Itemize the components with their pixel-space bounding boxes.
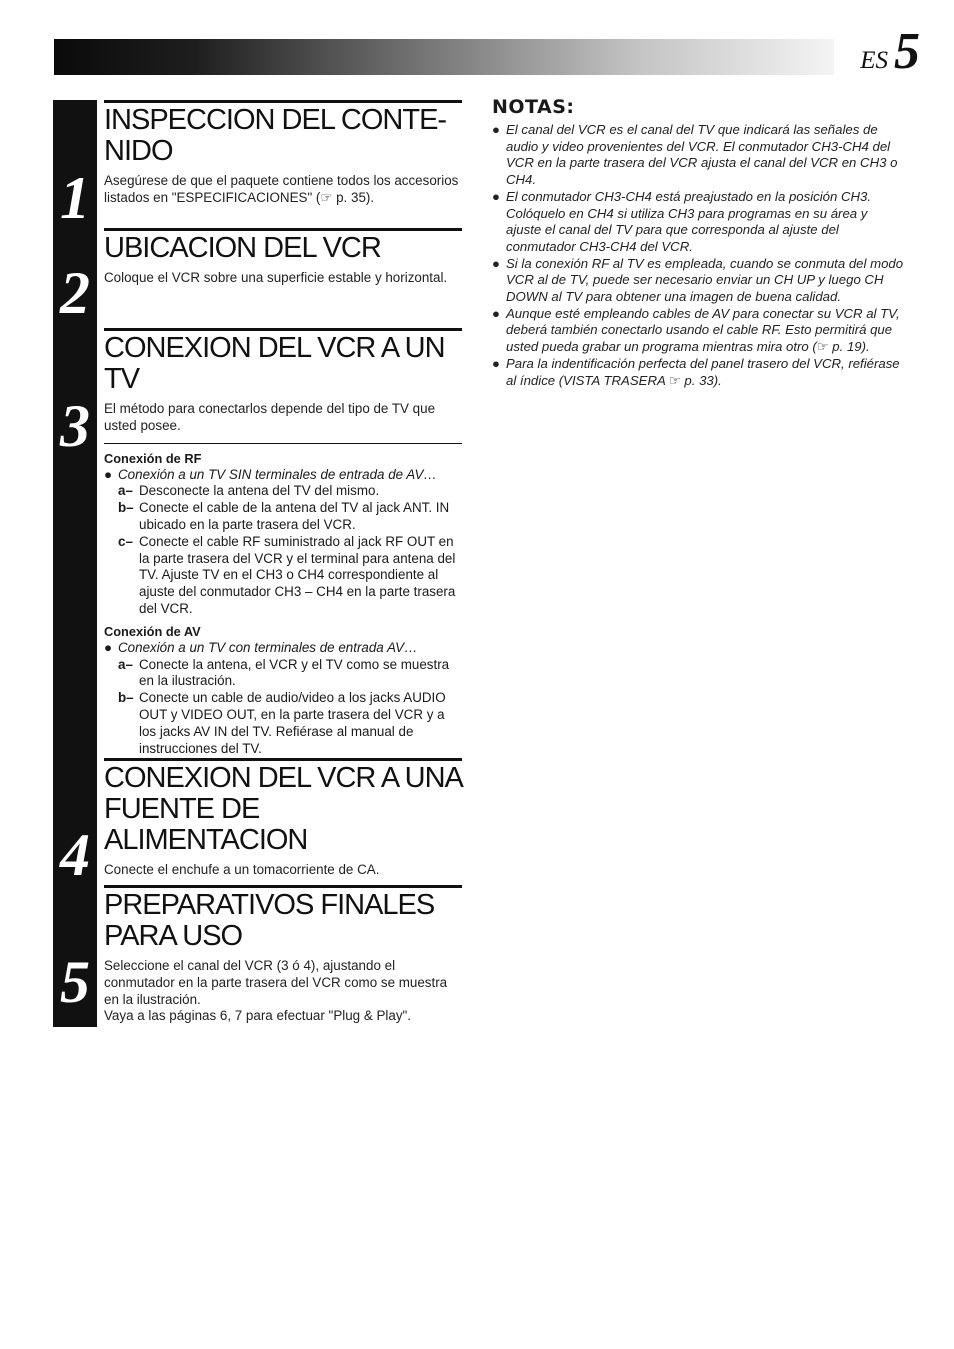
note-text: Para la indentificación perfecta del panel trasero del VCR, refiérase al índice (VISTA TRASERA ☞ p. 33). <box>506 355 900 388</box>
page-number: 5 <box>894 23 920 80</box>
bullet-icon: ● <box>492 305 500 321</box>
step-number-bar <box>53 100 97 1027</box>
av-heading: Conexión de AV <box>104 623 201 639</box>
section-title: UBICACION DEL VCR <box>104 232 381 264</box>
section-body: Seleccione el canal del VCR (3 ó 4), ajustando el conmutador en la parte trasera del VCR como se muestra en la ilustración. <box>104 958 448 1007</box>
divider <box>104 443 462 444</box>
section-title: INSPECCION DEL CONTE- NIDO <box>104 104 447 167</box>
av-bullet <box>104 640 462 657</box>
section-body: Conecte el enchufe a un tomacorriente de CA. <box>104 862 380 877</box>
bullet-icon: ● <box>492 255 500 271</box>
language-code: ES <box>860 47 888 74</box>
notes-panel <box>492 96 904 389</box>
note-item <box>492 189 904 256</box>
rf-bullet-text: Conexión a un TV SIN terminales de entrada de AV… <box>118 466 437 482</box>
list-item-tag: a– <box>118 656 133 672</box>
note-item <box>492 256 904 306</box>
note-item <box>492 122 904 189</box>
note-item <box>492 306 904 356</box>
section-title: CONEXION DEL VCR A UN TV <box>104 332 445 395</box>
section-title: CONEXION DEL VCR A UNA FUENTE DE ALIMENTACION <box>104 762 462 856</box>
note-text: Aunque esté empleando cables de AV para conectar su VCR al TV, deberá también conectarlo usando el cable RF. Esto permitirá que usted pueda grabar un programa mientras mira otro (☞ p. 19). <box>506 305 900 355</box>
bullet-icon: ● <box>104 639 113 655</box>
list-item <box>118 500 462 534</box>
list-item <box>118 657 462 691</box>
section-ubicacion <box>104 228 462 287</box>
note-text: El conmutador CH3-CH4 está preajustado en la posición CH3. Colóquelo en CH4 si utiliza CH3 para programas en su área y ajuste el canal del TV para que corresponda al ajuste del conmutador CH3-CH4 del VCR. <box>506 188 872 254</box>
list-item <box>118 483 462 500</box>
step-number-4: 4 <box>60 822 90 888</box>
list-item-text: Conecte el cable RF suministrado al jack RF OUT en la parte trasera del VCR y el terminal para antena del TV. Ajuste TV en el CH3 o CH4 correspondiente al ajuste del conmutador CH3 – CH4 en la parte trasera del VCR. <box>139 533 456 616</box>
section-conexion-tv <box>104 328 462 757</box>
list-item-tag: b– <box>118 500 134 516</box>
rf-bullet <box>104 467 462 484</box>
section-title: PREPARATIVOS FINALES PARA USO <box>104 889 435 952</box>
list-item-text: Desconecte la antena del TV del mismo. <box>139 483 380 499</box>
rf-heading: Conexión de RF <box>104 450 202 466</box>
page-label <box>860 23 920 80</box>
note-text: Si la conexión RF al TV es empleada, cuando se conmuta del modo VCR al de TV, puede ser necesario enviar un CH UP y luego CH DOWN al TV para obtener una imagen de buena calidad. <box>506 255 904 305</box>
list-item <box>118 534 462 618</box>
list-item-text: Conecte un cable de audio/video a los jacks AUDIO OUT y VIDEO OUT, en la parte trasera del VCR y a los jacks AV IN del TV. Refiérase al manual de instrucciones del TV. <box>139 690 446 756</box>
section-body-2: Vaya a las páginas 6, 7 para efectuar "Plug & Play". <box>104 1008 412 1024</box>
note-item <box>492 356 904 389</box>
section-preparativos <box>104 885 462 1025</box>
section-inspeccion <box>104 100 462 207</box>
bullet-icon: ● <box>492 188 500 204</box>
av-bullet-text: Conexión a un TV con terminales de entrada AV… <box>118 639 418 655</box>
instructions-column <box>104 0 462 1349</box>
list-item-text: Conecte el cable de la antena del TV al jack ANT. IN ubicado en la parte trasera del VCR. <box>139 500 450 532</box>
step-number-5: 5 <box>60 949 90 1015</box>
notes-title: NOTAS: <box>492 96 575 118</box>
section-body: El método para conectarlos depende del tipo de TV que usted posee. <box>104 401 436 433</box>
step-number-3: 3 <box>60 393 90 459</box>
step-number-2: 2 <box>60 260 90 326</box>
list-item-tag: a– <box>118 483 133 499</box>
list-item <box>118 690 462 757</box>
note-text: El canal del VCR es el canal del TV que indicará las señales de audio y video provenientes del VCR. El conmutador CH3-CH4 del VCR en la parte trasera del VCR ajusta el canal del VCR en CH3 o CH4. <box>506 122 898 188</box>
list-item-tag: c– <box>118 533 133 549</box>
list-item-tag: b– <box>118 690 134 706</box>
bullet-icon: ● <box>492 122 500 137</box>
bullet-icon: ● <box>104 466 113 482</box>
section-body: Asegúrese de que el paquete contiene todos los accesorios listados en "ESPECIFICACIONES" (☞ p. 35). <box>104 173 459 205</box>
section-body: Coloque el VCR sobre una superficie estable y horizontal. <box>104 270 448 285</box>
section-alimentacion <box>104 758 462 879</box>
list-item-text: Conecte la antena, el VCR y el TV como se muestra en la ilustración. <box>139 656 450 689</box>
step-number-1: 1 <box>60 165 90 231</box>
bullet-icon: ● <box>492 355 500 371</box>
